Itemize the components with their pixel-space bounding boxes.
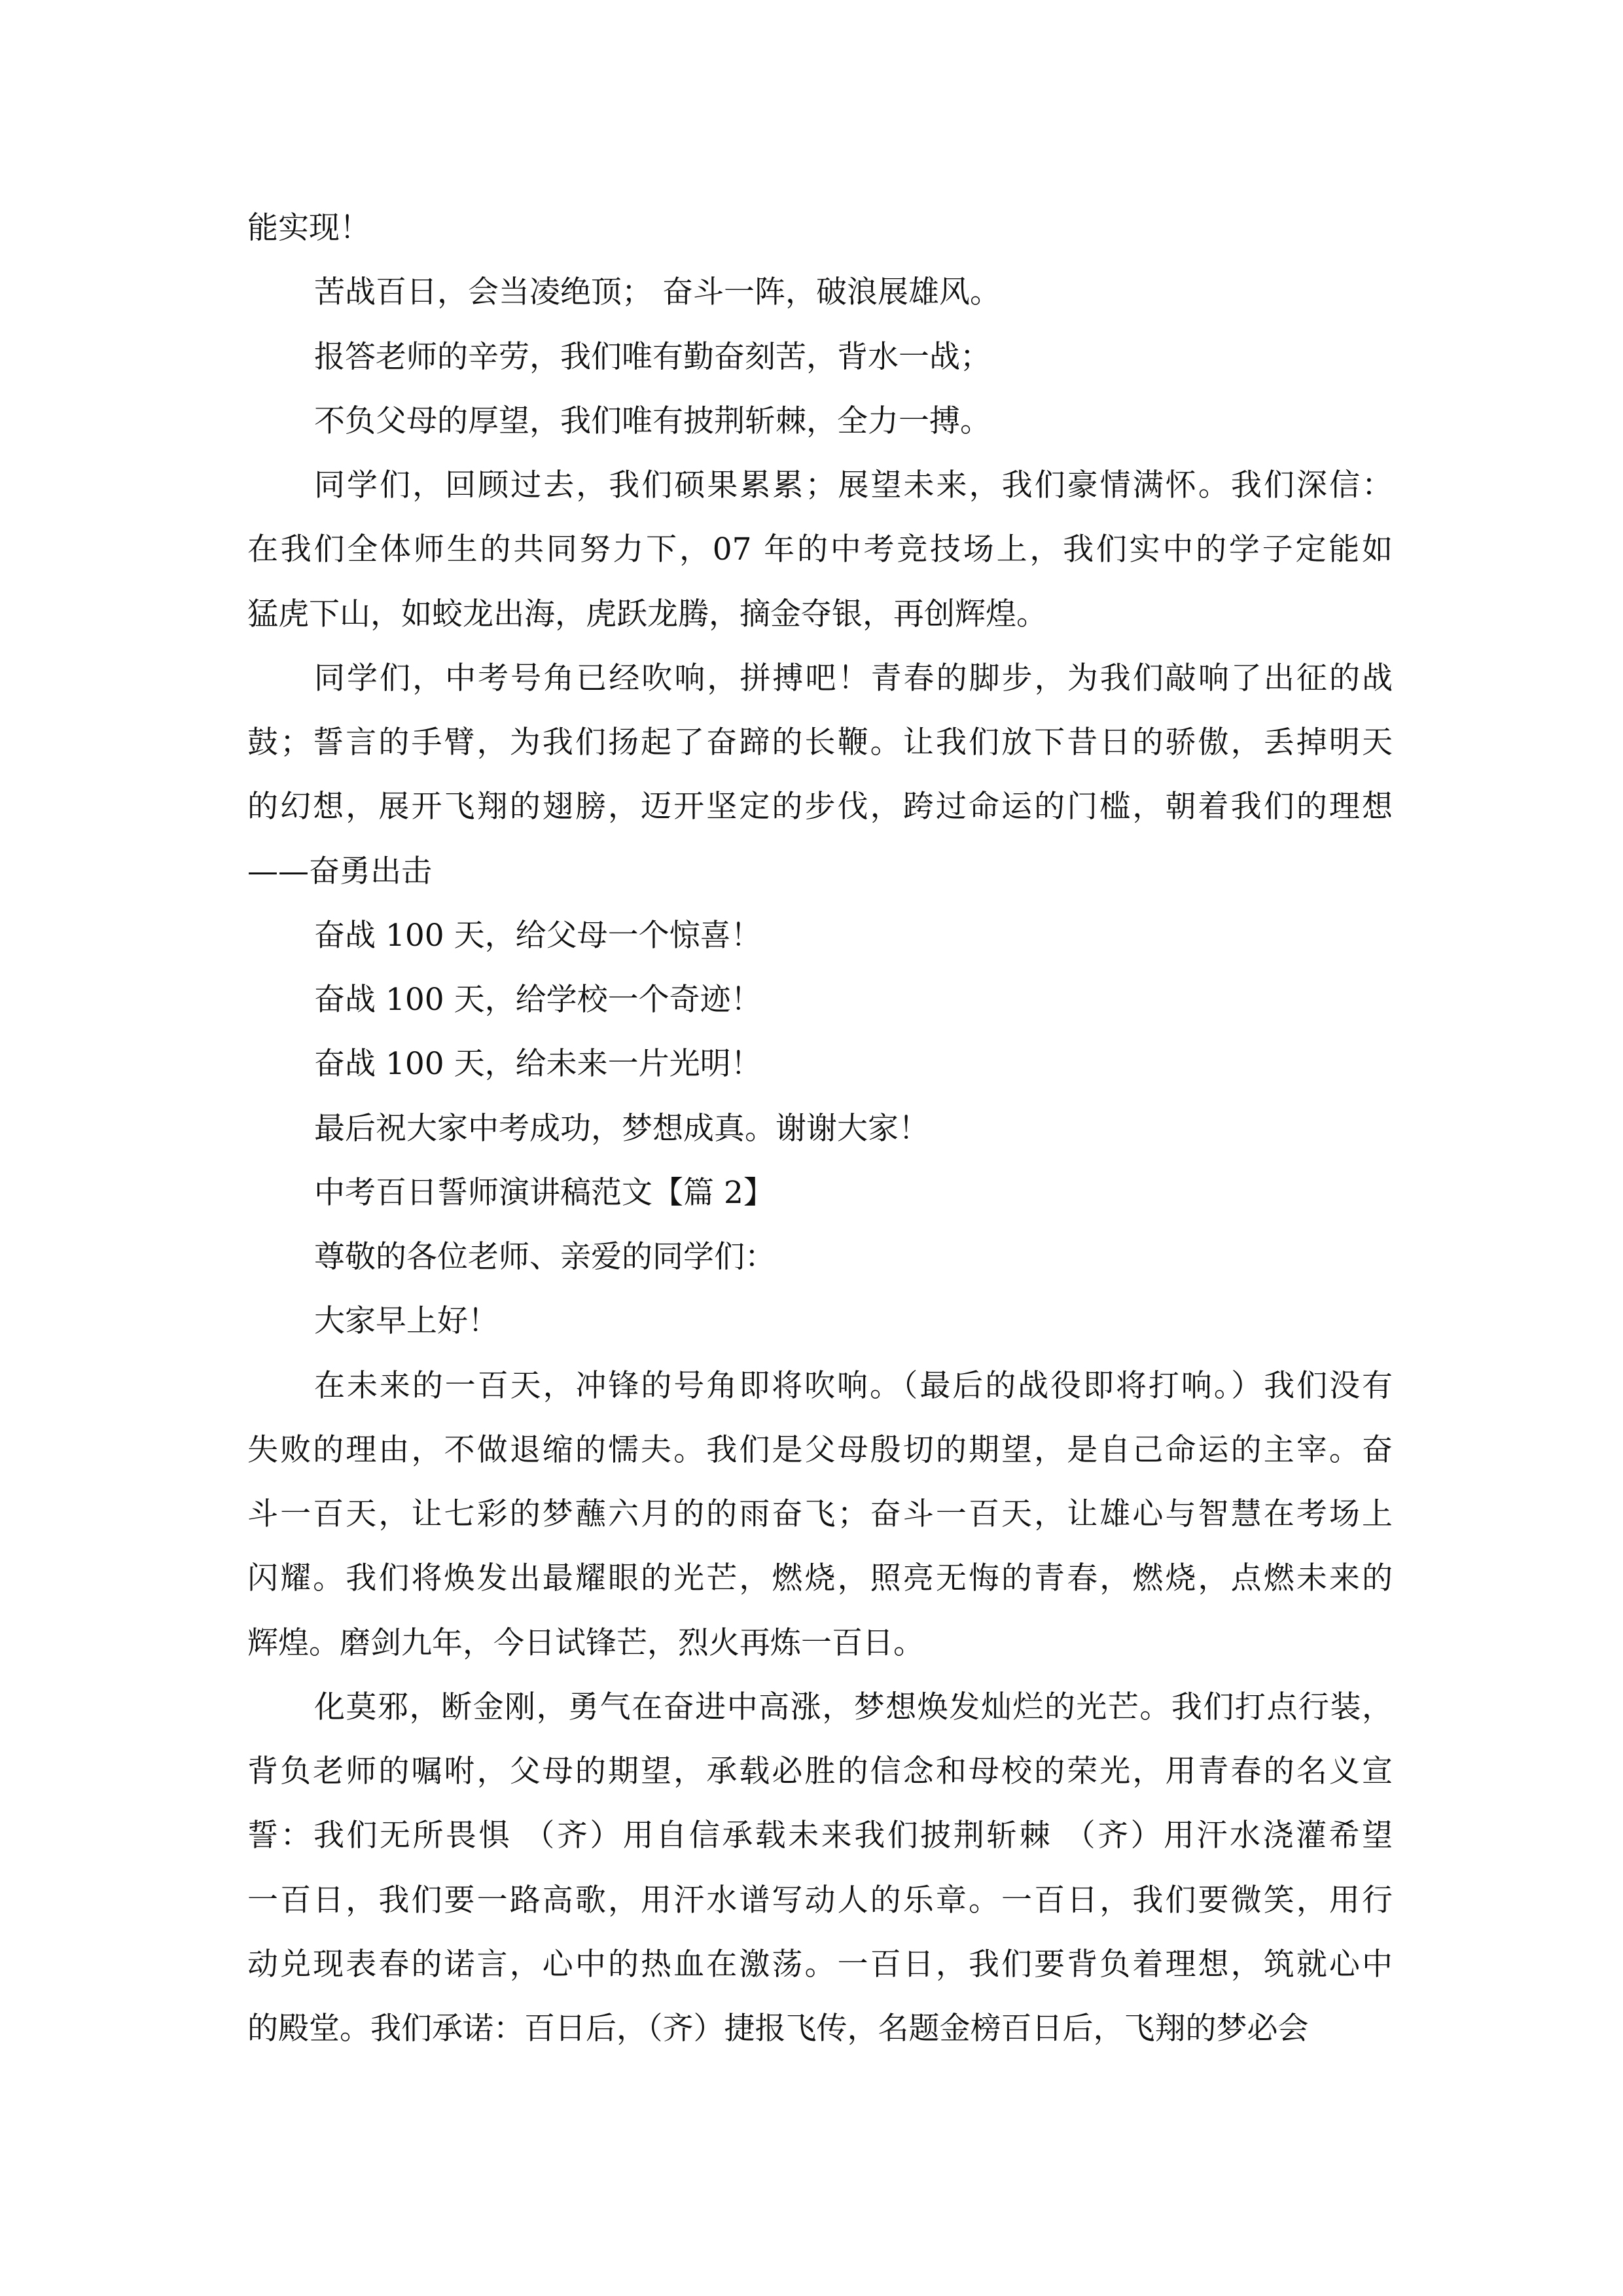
paragraph [247, 196, 1393, 260]
document-page [247, 196, 1393, 2061]
paragraph [247, 1161, 1393, 1225]
text-line: 中考百日誓师演讲稿范文【篇 2】 [314, 1174, 774, 1211]
paragraph [247, 1032, 1393, 1096]
text-line: 猛虎下山，如蛟龙出海，虎跃龙腾，摘金夺银，再创辉煌。 [247, 596, 1047, 632]
text-line: 报答老师的辛劳，我们唯有勤奋刻苦，背水一战； [314, 338, 991, 375]
text-line: 在未来的一百天，冲锋的号角即将吹响。（最后的战役即将打响。）我们没有 [314, 1367, 1393, 1404]
text-line: 尊敬的各位老师、亲爱的同学们： [314, 1239, 776, 1275]
paragraph [247, 454, 1393, 647]
text-line: 苦战百日，会当凌绝顶； 奋斗一阵，破浪展雄风。 [314, 274, 1001, 311]
paragraph [247, 1225, 1393, 1289]
text-line: ——奋勇出击 [247, 853, 432, 889]
text-line: 一百日，我们要一路高歌，用汗水谱写动人的乐章。一百日，我们要微笑，用行 [247, 1882, 1393, 1918]
text-line: 失败的理由，不做退缩的懦夫。我们是父母殷切的期望，是自己命运的主宰。奋 [247, 1431, 1393, 1468]
text-line: 化莫邪，断金刚，勇气在奋进中高涨，梦想焕发灿烂的光芒。我们打点行装， [314, 1689, 1393, 1725]
paragraph [247, 1289, 1393, 1354]
paragraph [247, 1097, 1393, 1161]
text-line: 的幻想，展开飞翔的翅膀，迈开坚定的步伐，跨过命运的门槛，朝着我们的理想 [247, 789, 1393, 825]
text-line: 奋战 100 天，给父母一个惊喜！ [314, 917, 762, 954]
text-line: 的殿堂。我们承诺：百日后，（齐）捷报飞传，名题金榜百日后，飞翔的梦必会 [247, 2011, 1309, 2047]
paragraph [247, 260, 1393, 325]
paragraph [247, 968, 1393, 1032]
text-line: 同学们，中考号角已经吹响，拼搏吧！青春的脚步，为我们敲响了出征的战 [314, 660, 1393, 696]
text-line: 动兑现表春的诺言，心中的热血在激荡。一百日，我们要背负着理想，筑就心中 [247, 1946, 1393, 1982]
text-line: 斗一百天，让七彩的梦蘸六月的的雨奋飞；奋斗一百天，让雄心与智慧在考场上 [247, 1496, 1393, 1532]
paragraph [247, 1354, 1393, 1676]
text-line: 闪耀。我们将焕发出最耀眼的光芒，燃烧，照亮无悔的青春，燃烧，点燃未来的 [247, 1560, 1393, 1597]
paragraph [247, 325, 1393, 389]
text-line: 誓：我们无所畏惧 （齐）用自信承载未来我们披荆斩棘 （齐）用汗水浇灌希望 [247, 1818, 1393, 1854]
text-line: 奋战 100 天，给学校一个奇迹！ [314, 982, 762, 1018]
paragraph [247, 389, 1393, 454]
text-line: 背负老师的嘱咐，父母的期望，承载必胜的信念和母校的荣光，用青春的名义宣 [247, 1753, 1393, 1789]
text-line: 鼓；誓言的手臂，为我们扬起了奋蹄的长鞭。让我们放下昔日的骄傲，丢掉明天 [247, 725, 1393, 761]
paragraph [247, 904, 1393, 968]
text-line: 最后祝大家中考成功，梦想成真。谢谢大家！ [314, 1110, 929, 1147]
text-line: 不负父母的厚望，我们唯有披荆斩棘，全力一搏。 [314, 403, 991, 439]
text-line: 大家早上好！ [314, 1303, 499, 1340]
text-line: 在我们全体师生的共同努力下，07 年的中考竞技场上，我们实中的学子定能如 [247, 531, 1393, 568]
text-line: 同学们，回顾过去，我们硕果累累；展望未来，我们豪情满怀。我们深信： [314, 467, 1393, 503]
text-line: 能实现！ [247, 210, 370, 246]
text-line: 奋战 100 天，给未来一片光明！ [314, 1046, 762, 1083]
paragraph [247, 1676, 1393, 2062]
paragraph [247, 647, 1393, 904]
text-line: 辉煌。磨剑九年，今日试锋芒，烈火再炼一百日。 [247, 1624, 924, 1661]
